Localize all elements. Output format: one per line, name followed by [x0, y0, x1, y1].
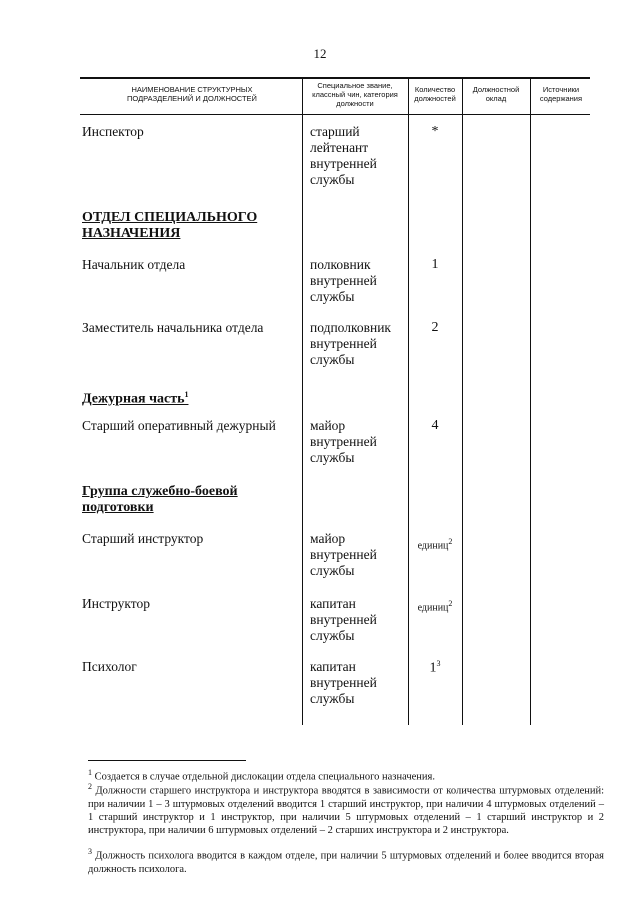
- header-count: Количество должностей: [414, 85, 456, 103]
- header-salary: Должностной оклад: [472, 85, 520, 103]
- position-name: Старший инструктор: [82, 531, 204, 546]
- footnote-ref: 3: [436, 659, 441, 668]
- position-name: Инспектор: [82, 124, 144, 139]
- footnote-ref: 2: [448, 599, 453, 608]
- section-title-text: Дежурная часть: [82, 391, 185, 407]
- position-name: Заместитель начальника отдела: [82, 320, 264, 335]
- position-name: Начальник отдела: [82, 257, 186, 272]
- section-title: [82, 387, 188, 408]
- position-rank: майор внутренней службы: [310, 531, 377, 578]
- section-title: Группа служебно-боевой подготовки: [82, 484, 238, 515]
- footnote-mark: 3: [88, 847, 92, 856]
- position-rank: старший лейтенант внутренней службы: [310, 124, 377, 187]
- position-count: [408, 659, 462, 677]
- table-top-rule: [80, 77, 590, 79]
- position-rank: капитан внутренней службы: [310, 596, 377, 643]
- position-name: Психолог: [82, 659, 137, 674]
- position-count-text: 1: [429, 660, 437, 676]
- footnote-text: Должности старшего инструктора и инструктора вводятся в зависимости от количества штурмовых отделений: при наличии 1 – 3 штурмовых отделений вводится 1 старший инструктор, при наличии 4 штурмовых отделений – 1 старший инструктор и 1 инструктор, при наличии 5 штурмовых отделений – 1 старший инструктор и 2 инструктора, при наличии 6 штурмовых отделений – 2 старших инструктора и 2 инструктора.: [88, 785, 605, 836]
- header-rank: Специальное звание, классный чин, категория должности: [312, 81, 398, 108]
- header-structure: НАИМЕНОВАНИЕ СТРУКТУРНЫХ ПОДРАЗДЕЛЕНИЙ И ДОЛЖНОСТЕЙ: [127, 85, 257, 103]
- position-count: 4: [431, 418, 439, 433]
- column-divider-2: [408, 77, 409, 725]
- footnote-mark: 2: [88, 782, 92, 791]
- position-count-text: единиц: [417, 540, 449, 552]
- column-divider-4: [530, 77, 531, 725]
- footnote-3: [88, 845, 604, 876]
- column-divider-3: [462, 77, 463, 725]
- position-count: *: [431, 124, 439, 139]
- position-count: [408, 599, 462, 613]
- table-header-rule: [80, 114, 590, 115]
- footnote-text: Создается в случае отдельной дислокации отдела специального назначения.: [94, 771, 435, 783]
- footnote-ref: 2: [448, 537, 453, 546]
- footnote-separator: [88, 760, 246, 761]
- footnote-mark: 1: [88, 768, 92, 777]
- column-divider-1: [302, 77, 303, 725]
- page-number: 12: [313, 46, 327, 61]
- section-title: ОТДЕЛ СПЕЦИАЛЬНОГО НАЗНАЧЕНИЯ: [82, 210, 258, 241]
- position-name: Инструктор: [82, 596, 150, 611]
- footnote-text: Должность психолога вводится в каждом отделе, при наличии 5 штурмовых отделений и более вводится вторая должность психолога.: [88, 850, 604, 875]
- footnote-ref: 1: [184, 390, 189, 399]
- position-name: Старший оперативный дежурный: [82, 418, 276, 433]
- header-source: Источники содержания: [539, 85, 583, 103]
- position-count: 2: [431, 320, 439, 335]
- position-rank: подполковник внутренней службы: [310, 320, 391, 367]
- position-rank: капитан внутренней службы: [310, 659, 377, 706]
- position-count: 1: [431, 257, 439, 272]
- position-rank: майор внутренней службы: [310, 418, 377, 465]
- footnote-2: [88, 780, 604, 837]
- position-count: [408, 537, 462, 551]
- position-rank: полковник внутренней службы: [310, 257, 377, 304]
- position-count-text: единиц: [417, 602, 449, 614]
